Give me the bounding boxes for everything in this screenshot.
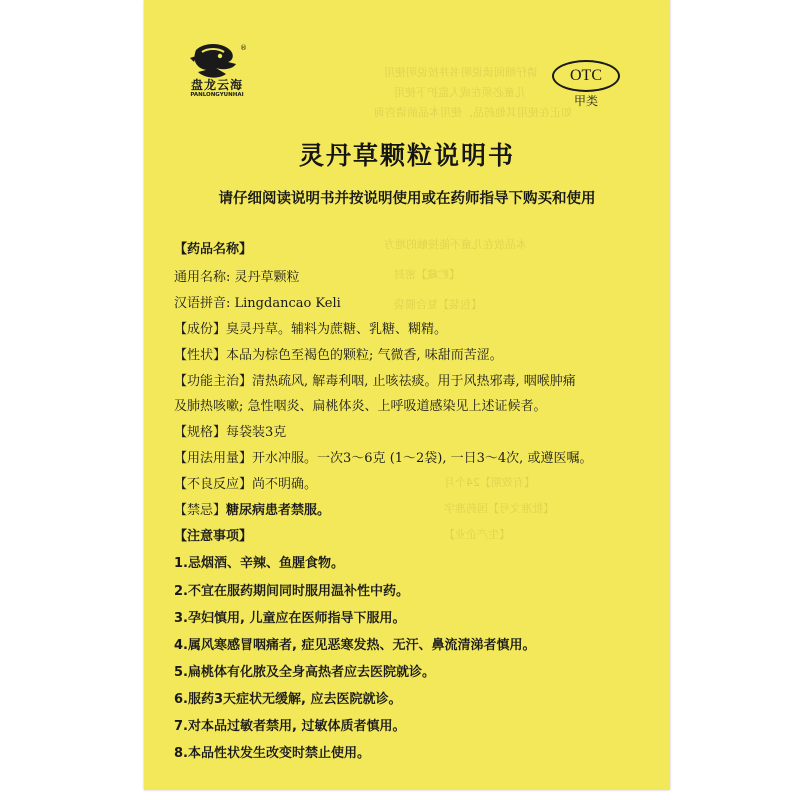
brand-name-en: PANLONGYUNHAI bbox=[190, 92, 244, 98]
reading-notice: 请仔细阅读说明书并按说明使用或在药师指导下购买和使用 bbox=[218, 191, 596, 207]
page-title: 灵丹草颗粒说明书 bbox=[298, 141, 515, 170]
properties-row bbox=[174, 344, 503, 363]
drug-name-heading: 【药品名称】 bbox=[174, 242, 253, 257]
contraindications-text: 糖尿病患者禁服。 bbox=[226, 503, 331, 518]
spec-text: 每袋装3克 bbox=[226, 425, 287, 440]
precaution-item: 6.服药3天症状无缓解, 应去医院就诊。 bbox=[174, 692, 402, 707]
contraindications-row bbox=[174, 499, 330, 518]
precaution-item: 8.本品性状发生改变时禁止使用。 bbox=[174, 746, 370, 761]
spec-label: 【规格】 bbox=[174, 425, 227, 440]
precaution-item: 3.孕妇慎用, 儿童应在医师指导下服用。 bbox=[174, 611, 406, 626]
indications-text-2: 及肺热咳嗽; 急性咽炎、扁桃体炎、上呼吸道感染见上述证候者。 bbox=[174, 399, 547, 414]
properties-text: 本品为棕色至褐色的颗粒; 气微香, 味甜而苦涩。 bbox=[226, 348, 503, 363]
otc-badge: OTC bbox=[552, 60, 620, 92]
usage-row bbox=[174, 447, 592, 466]
svg-text:®: ® bbox=[240, 44, 247, 52]
brand-name: 盘龙云海 bbox=[190, 78, 243, 92]
precaution-item: 5.扁桃体有化脓及全身高热者应去医院就诊。 bbox=[174, 665, 435, 680]
precaution-item: 2.不宜在服药期间同时服用温补性中药。 bbox=[174, 584, 409, 599]
instruction-leaflet: 请仔细阅读说明书并按说明使用 儿童必须在成人监护下使用 如正在使用其他药品，使用本品前请咨询 本品放在儿童不能接触的地方 【贮藏】密封 【包装】复合膜袋 【有效期】24个月 【批准文号】国药准字 【生产企业】 ® 盘龙云海 PANLONGYUNHAI OTC 甲类 灵丹草颗粒说明书 请仔细阅读说明书并按说明使用或在药师指导下购买和使用 【药品名称】 通用名称: 灵丹草颗粒 汉语拼音: Lingdancao Keli 【成份】臭灵丹草。辅料为蔗糖、乳糖、糊精。 【性状】本品为棕色至褐色的颗粒; 气微香, 味甜而苦涩。 【功能主治】清热疏风, 解毒利咽, 止咳祛痰。用于风热邪毒, 咽喉肿痛 及肺热咳嗽; 急性咽炎、扁桃体炎、上呼吸道感染见上述证候者。 【规格】每袋装3克 【用法用量】开水冲服。一次3～6克 (1～2袋), 一日3～4次, 或遵医嘱。 【不良反应】尚不明确。 【禁忌】糖尿病患者禁服。 【注意事项】 1.忌烟酒、辛辣、鱼腥食物。 2.不宜在服药期间同时服用温补性中药。 3.孕妇慎用, 儿童应在医师指导下服用。 4.属风寒感冒咽痛者, 症见恶寒发热、无汗、鼻流清涕者慎用。 5.扁桃体有化脓及全身高热者应去医院就诊。 6.服药3天症状无缓解, 应去医院就诊。 7.对本品过敏者禁用, 过敏体质者慎用。 8.本品性状发生改变时禁止使用。 bbox=[144, 0, 670, 790]
usage-label: 【用法用量】 bbox=[174, 451, 253, 466]
precaution-item: 4.属风寒感冒咽痛者, 症见恶寒发热、无汗、鼻流清涕者慎用。 bbox=[174, 638, 536, 653]
ingredients-label: 【成份】 bbox=[174, 322, 227, 337]
adverse-label: 【不良反应】 bbox=[174, 477, 253, 492]
precaution-item: 7.对本品过敏者禁用, 过敏体质者慎用。 bbox=[174, 719, 406, 734]
pinyin-name: 汉语拼音: Lingdancao Keli bbox=[174, 296, 341, 311]
indications-label: 【功能主治】 bbox=[174, 374, 253, 389]
adverse-row bbox=[174, 473, 317, 492]
contraindications-label: 【禁忌】 bbox=[174, 503, 227, 518]
adverse-text: 尚不明确。 bbox=[252, 477, 318, 492]
indications-row bbox=[174, 370, 576, 389]
precaution-item: 1.忌烟酒、辛辣、鱼腥食物。 bbox=[174, 556, 344, 571]
indications-text-1: 清热疏风, 解毒利咽, 止咳祛痰。用于风热邪毒, 咽喉肿痛 bbox=[252, 374, 576, 389]
otc-class-label: 甲类 bbox=[573, 94, 598, 108]
spec-row bbox=[174, 421, 286, 440]
properties-label: 【性状】 bbox=[174, 348, 227, 363]
ingredients-row bbox=[174, 318, 447, 337]
usage-text: 开水冲服。一次3～6克 (1～2袋), 一日3～4次, 或遵医嘱。 bbox=[252, 451, 593, 466]
generic-name: 通用名称: 灵丹草颗粒 bbox=[174, 270, 300, 285]
precautions-heading: 【注意事项】 bbox=[174, 529, 253, 544]
ingredients-text: 臭灵丹草。辅料为蔗糖、乳糖、糊精。 bbox=[226, 322, 448, 337]
